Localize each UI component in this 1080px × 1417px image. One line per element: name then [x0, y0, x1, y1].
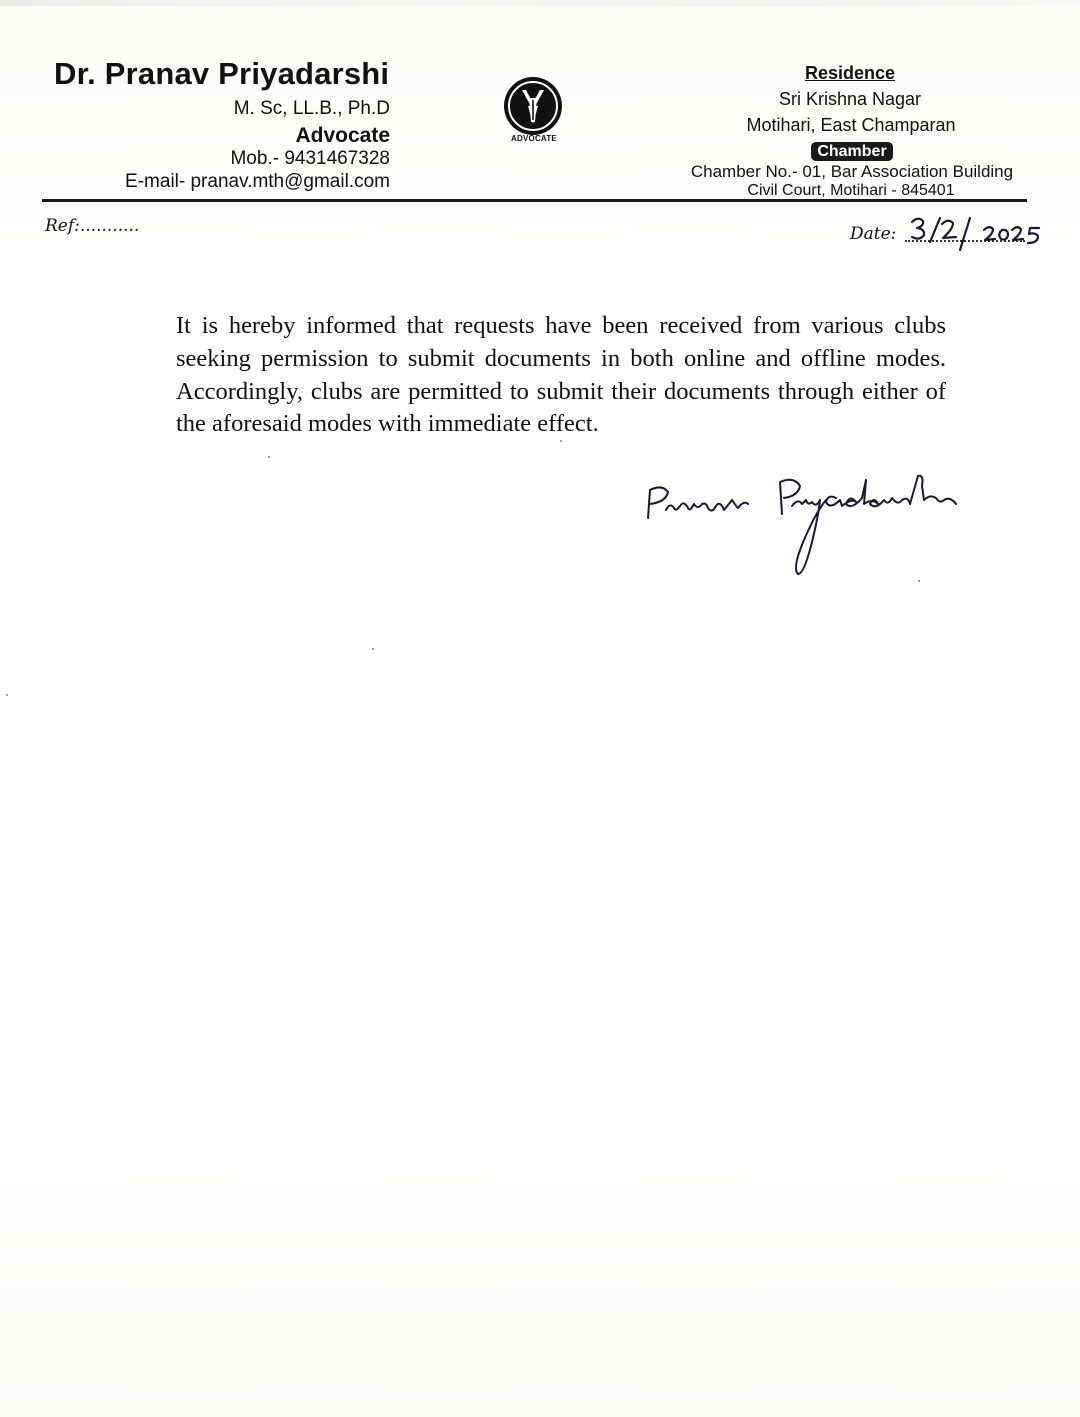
date-label: Date: [850, 224, 897, 244]
chamber-line-2: Civil Court, Motihari - 845401 [747, 182, 955, 199]
qualifications: M. Sc, LL.B., Ph.D [233, 98, 390, 119]
residence-line-2: Motihari, East Champaran [746, 115, 956, 135]
residence-line-1: Sri Krishna Nagar [778, 89, 922, 109]
scan-speck [372, 648, 374, 650]
handwritten-date [898, 210, 1058, 254]
handwritten-signature [640, 470, 980, 590]
advocate-logo-icon [500, 76, 566, 142]
signature-text: Pranav Priyadarshi [640, 470, 648, 471]
residence-heading: Residence [804, 63, 896, 83]
ref-field [45, 216, 139, 236]
logo-caption: ADVOCATE [511, 134, 557, 143]
chamber-line-1: Chamber No.- 01, Bar Association Building [690, 162, 1014, 181]
ref-placeholder: ........... [79, 216, 140, 236]
scan-edge-shadow [0, 0, 1080, 6]
date-value: 3/2/2025 [898, 210, 902, 211]
letter-body: It is hereby informed that requests have been received from various clubs seeking permission to submit documents in both online and offline modes. Accordingly, clubs are permitted to submit their documents through either of the aforesaid modes with immediate effect. [176, 312, 946, 438]
scan-speck [560, 440, 562, 442]
ref-label: Ref: [45, 216, 80, 236]
chamber-heading: Chamber [817, 143, 887, 160]
mobile-number: Mob.- 9431467328 [230, 148, 390, 169]
scan-speck [918, 580, 920, 582]
profession-title: Advocate [295, 124, 390, 147]
email-address: E-mail- pranav.mth@gmail.com [125, 171, 390, 192]
scan-speck [6, 694, 8, 696]
scan-speck [268, 456, 270, 458]
advocate-name: Dr. Pranav Priyadarshi [54, 56, 390, 91]
header-divider [42, 199, 1027, 202]
